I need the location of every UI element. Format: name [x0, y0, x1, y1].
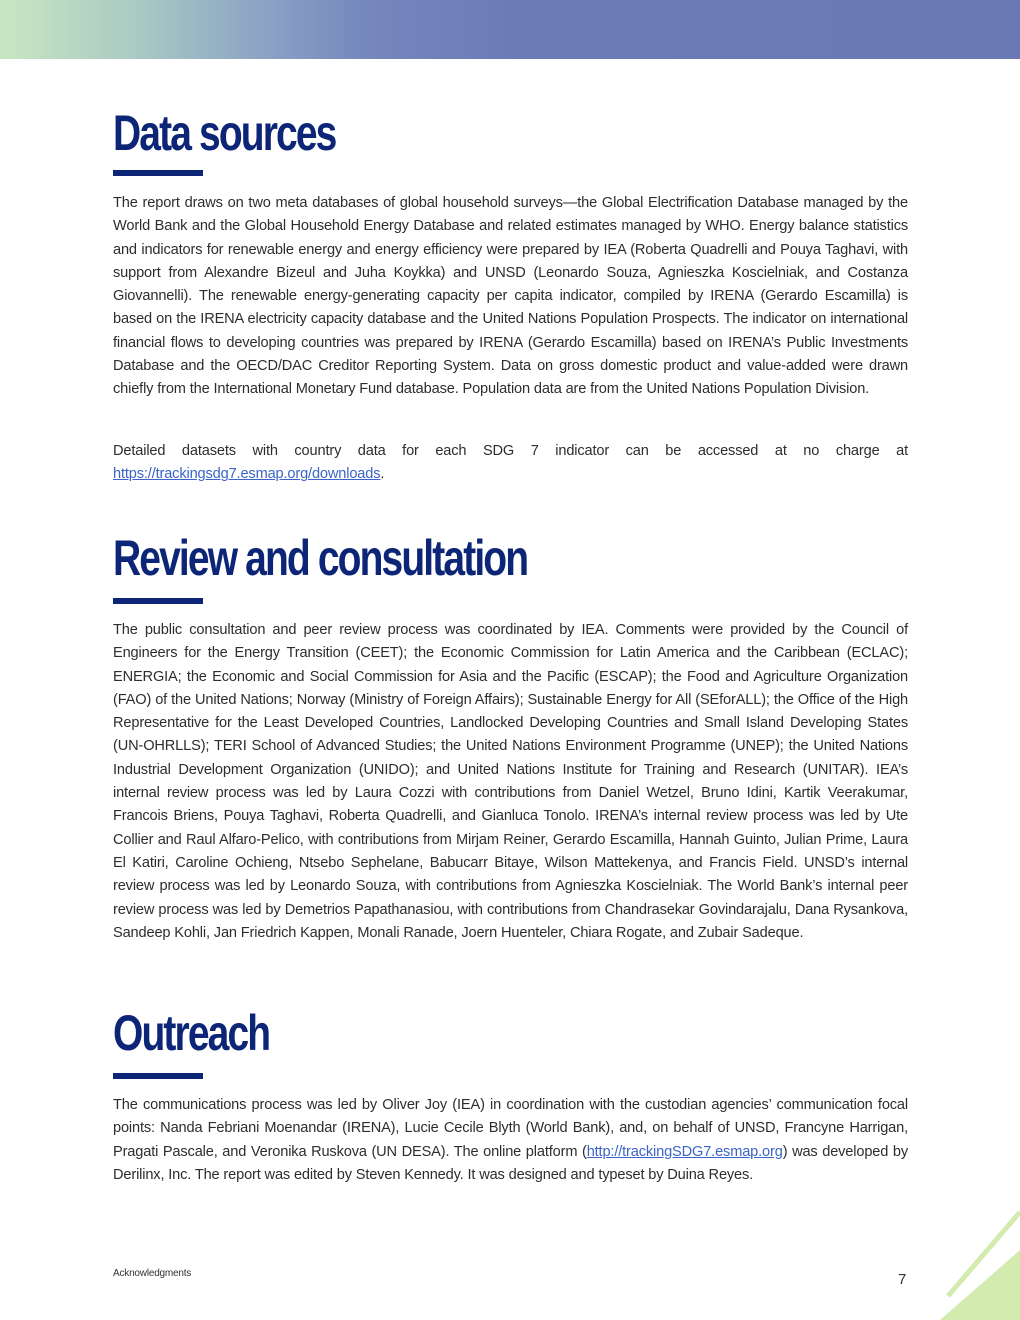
outreach-text-end: ) was developed by Derilinx, Inc. The report was edited by Steven Kennedy. It was designed and typeset by Duina Reyes. — [113, 1143, 908, 1183]
downloads-link[interactable]: https://trackingsdg7.esmap.org/downloads — [113, 466, 381, 483]
header-gradient-band — [0, 0, 1020, 59]
section-title-outreach: Outreach — [113, 1005, 270, 1061]
datasets-text-end: . — [380, 466, 385, 483]
page-number: 7 — [898, 1271, 907, 1288]
corner-decoration — [930, 1210, 1020, 1320]
datasets-text: Detailed datasets with country data for each SDG 7 indicator can be accessed at no charge at — [113, 443, 908, 459]
outreach-paragraph — [113, 1094, 908, 1187]
review-paragraph: The public consultation and peer review process was coordinated by IEA. Comments were provided by the Council of Engineers for the Energy Transition (CEET); the Economic Commission for Latin America and the Caribbean (ECLAC); ENERGIA; the Economic and Social Commission for Asia and the Pacific (ESCAP); the Food and Agriculture Organization (FAO) of the United Nations; Norway (Ministry of Foreign Affairs); Sustainable Energy for All (SEforALL); the Office of the High Representative for the Least Developed Countries, Landlocked Developing Countries and Small Island Developing States (UN-OHRLLS); TERI School of Advanced Studies; the United Nations Environment Programme (UNEP); the United Nations Industrial Development Organization (UNIDO); and United Nations Institute for Training and Research (UNITAR). IEA’s internal review process was led by Laura Cozzi with contributions from Daniel Wetzel, Bruno Idini, Kartik Veerakumar, Francois Briens, Pouya Taghavi, Roberta Quadrelli, and Gianluca Tonolo. IRENA’s internal review process was led by Ute Collier and Raul Alfaro-Pelico, with contributions from Mirjam Reiner, Gerardo Escamilla, Hannah Guinto, Julian Prime, Laura El Katiri, Caroline Ochieng, Ntsebo Sephelane, Babucarr Bitaye, Wilson Mattekenya, and Francis Field. UNSD’s internal review process was led by Leonardo Souza, with contributions from Agnieszka Koscielniak. The World Bank’s internal peer review process was led by Demetrios Papathanasiou, with contributions from Chandrasekar Govindarajalu, Dana Rysankova, Sandeep Kohli, Jan Friedrich Kappen, Monali Ranade, Joern Huenteler, Chiara Rogate, and Zubair Sadeque. — [113, 622, 908, 941]
section-title-review-consultation: Review and consultation — [113, 530, 528, 586]
platform-link[interactable]: http://trackingSDG7.esmap.org — [586, 1143, 783, 1160]
title-underline — [113, 598, 203, 604]
title-underline — [113, 170, 203, 176]
title-underline — [113, 1073, 203, 1079]
data-sources-paragraph: The report draws on two meta databases of global household surveys—the Global Electrification Database managed by the World Bank and the Global Household Energy Database and related estimates managed by WHO. Energy balance statistics and indicators for renewable energy and energy efficiency were prepared by IEA (Roberta Quadrelli and Pouya Taghavi, with support from Alexandre Bizeul and Juha Koykka) and UNSD (Leonardo Souza, Agnieszka Koscielniak, and Costanza Giovannelli). The renewable energy-generating capacity per capita indicator, compiled by IRENA (Gerardo Escamilla) is based on the IRENA electricity capacity database and the United Nations Population Prospects. The indicator on international financial flows to developing countries was prepared by IRENA (Gerardo Escamilla) based on IRENA’s Public Investments Database and the OECD/DAC Creditor Reporting System. Data on gross domestic product and value-added were drawn chiefly from the International Monetary Fund database. Population data are from the United Nations Population Division. — [113, 195, 908, 398]
footer-section-label: Acknowledgments — [113, 1268, 192, 1279]
datasets-access-paragraph — [113, 440, 908, 487]
section-title-data-sources: Data sources — [113, 105, 336, 161]
outreach-text: The communications process was led by Oliver Joy (IEA) in coordination with the custodian agencies’ communication focal points: Nanda Febriani Moenandar (IRENA), Lucie Cecile Blyth (World Bank), and, on behalf of UNSD, Francyne Harrigan, Pragati Pascale, and Veronika Ruskova (UN DESA). The online platform ( — [113, 1097, 908, 1160]
